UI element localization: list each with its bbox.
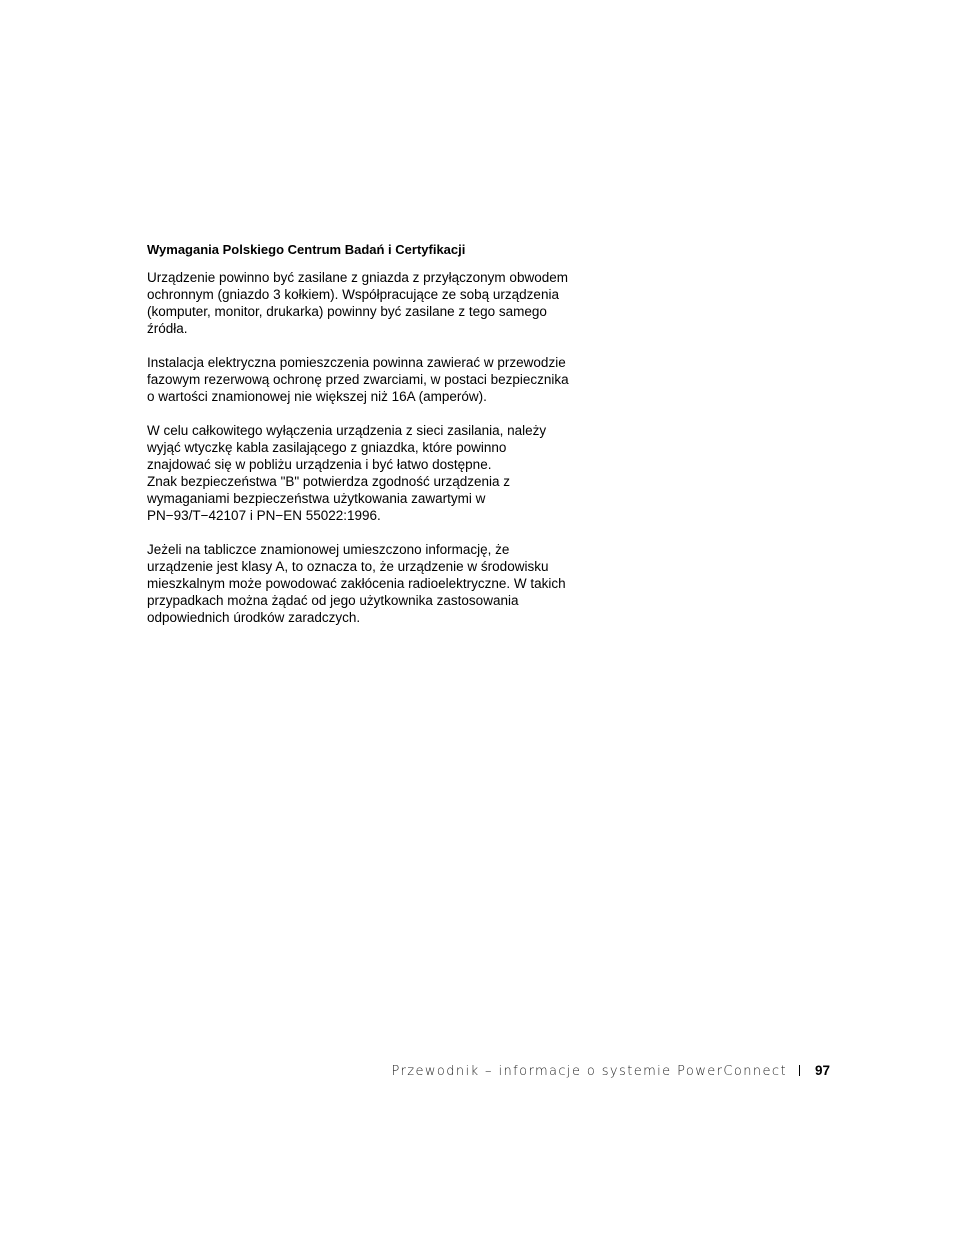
footer-separator [799, 1065, 800, 1076]
text-line: źródła. [147, 321, 188, 336]
text-line: przypadkach można żądać od jego użytkownika zastosowania [147, 593, 519, 608]
text-line: W celu całkowitego wyłączenia urządzenia z sieci zasilania, należy [147, 423, 547, 438]
text-line: wyjąć wtyczkę kabla zasilającego z gniazdka, które powinno [147, 440, 507, 455]
text-line: ochronnym (gniazdo 3 kołkiem). Współpracujące ze sobą urządzenia [147, 287, 559, 302]
paragraph-disconnect [147, 422, 597, 524]
text-line: (komputer, monitor, drukarka) powinny być zasilane z tego samego [147, 304, 547, 319]
document-body [147, 241, 597, 643]
text-line: znajdować się w pobliżu urządzenia i być łatwo dostępne. [147, 457, 492, 472]
text-line: Jeżeli na tabliczce znamionowej umieszczono informację, że [147, 542, 510, 557]
page-number: 97 [814, 1063, 830, 1078]
footer-title: Przewodnik – informacje o systemie PowerConnect [391, 1064, 787, 1079]
text-line: wymaganiami bezpieczeństwa użytkowania zawartymi w [147, 491, 486, 506]
text-line: o wartości znamionowej nie większej niż 16A (amperów). [147, 389, 487, 404]
page-footer [392, 1061, 831, 1081]
text-line: Instalacja elektryczna pomieszczenia powinna zawierać w przewodzie [147, 355, 566, 370]
text-line: PN−93/T−42107 i PN−EN 55022:1996. [147, 508, 381, 523]
text-line: fazowym rezerwową ochronę przed zwarciami, w postaci bezpiecznika [147, 372, 569, 387]
text-line: mieszkalnym może powodować zakłócenia radioelektryczne. W takich [147, 576, 566, 591]
text-line: urządzenie jest klasy A, to oznacza to, że urządzenie w środowisku [147, 559, 549, 574]
section-heading: Wymagania Polskiego Centrum Badań i Certyfikacji [147, 242, 466, 257]
paragraph-grounding [147, 269, 597, 337]
text-line: odpowiednich úrodków zaradczych. [147, 610, 361, 625]
text-line: Urządzenie powinno być zasilane z gniazda z przyłączonym obwodem [147, 270, 568, 285]
text-line: Znak bezpieczeństwa "B" potwierdza zgodność urządzenia z [147, 474, 511, 489]
paragraph-class-a [147, 541, 597, 626]
paragraph-installation [147, 354, 597, 405]
